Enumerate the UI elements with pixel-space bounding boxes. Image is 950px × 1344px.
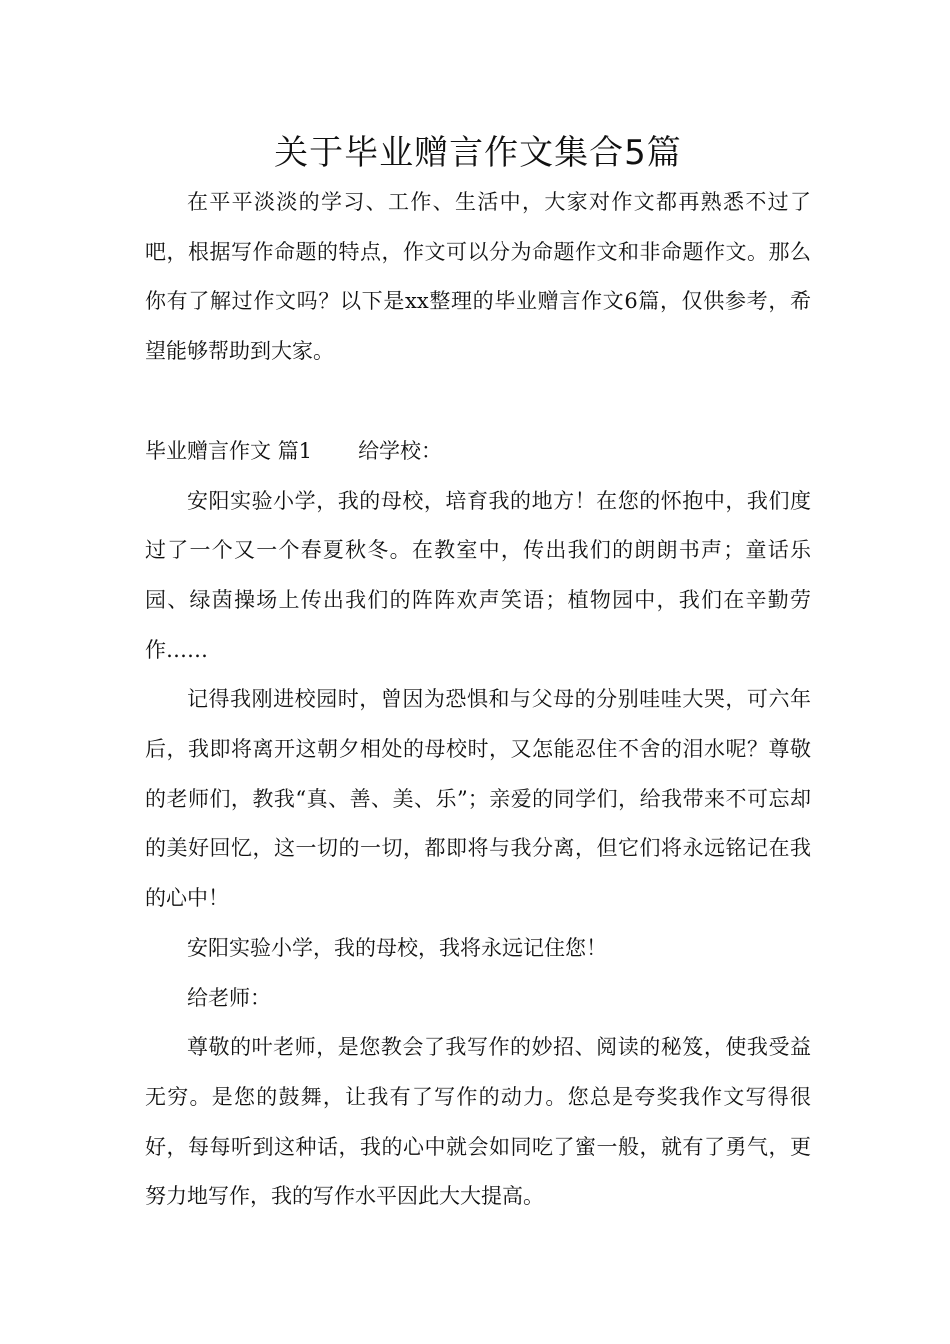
body-paragraph: 记得我刚进校园时，曾因为恐惧和与父母的分别哇哇大哭，可六年后，我即将离开这朝夕相处的母校时，又怎能忍住不舍的泪水呢？尊敬的老师们，教我“真、善、美、乐”；亲爱的同学们，给我带来不可忘却的美好回忆，这一切的一切，都即将与我分离，但它们将永远铭记在我的心中！ (145, 687, 811, 911)
subheading-paragraph: 给老师： (187, 985, 271, 1010)
body-paragraph: 尊敬的叶老师，是您教会了我写作的妙招、阅读的秘笈，使我受益无穷。是您的鼓舞，让我有了写作的动力。您总是夸奖我作文写得很好，每每听到这种话，我的心中就会如同吃了蜜一般，就有了勇气，更努力地写作，我的写作水平因此大大提高。 (145, 1035, 811, 1209)
intro-paragraph: 在平平淡淡的学习、工作、生活中，大家对作文都再熟悉不过了吧，根据写作命题的特点，作文可以分为命题作文和非命题作文。那么你有了解过作文吗？以下是xx整理的毕业赠言作文6篇，仅供参考，希望能够帮助到大家。 (145, 190, 811, 364)
body-paragraph: 安阳实验小学，我的母校，培育我的地方！在您的怀抱中，我们度过了一个又一个春夏秋冬。在教室中，传出我们的朗朗书声；童话乐园、绿茵操场上传出我们的阵阵欢声笑语；植物园中，我们在辛勤劳作…… (145, 488, 811, 662)
blank-line (145, 377, 811, 427)
section-heading (145, 427, 811, 477)
section-heading-number: 篇1 (277, 438, 313, 463)
body-paragraph: 安阳实验小学，我的母校，我将永远记住您！ (187, 935, 607, 960)
document-body (145, 128, 811, 1222)
document-title: 关于毕业赠言作文集合5篇 (274, 133, 682, 173)
section-heading-title: 毕业赠言作文 (145, 438, 271, 463)
section-heading-addressee: 给学校： (358, 438, 443, 463)
